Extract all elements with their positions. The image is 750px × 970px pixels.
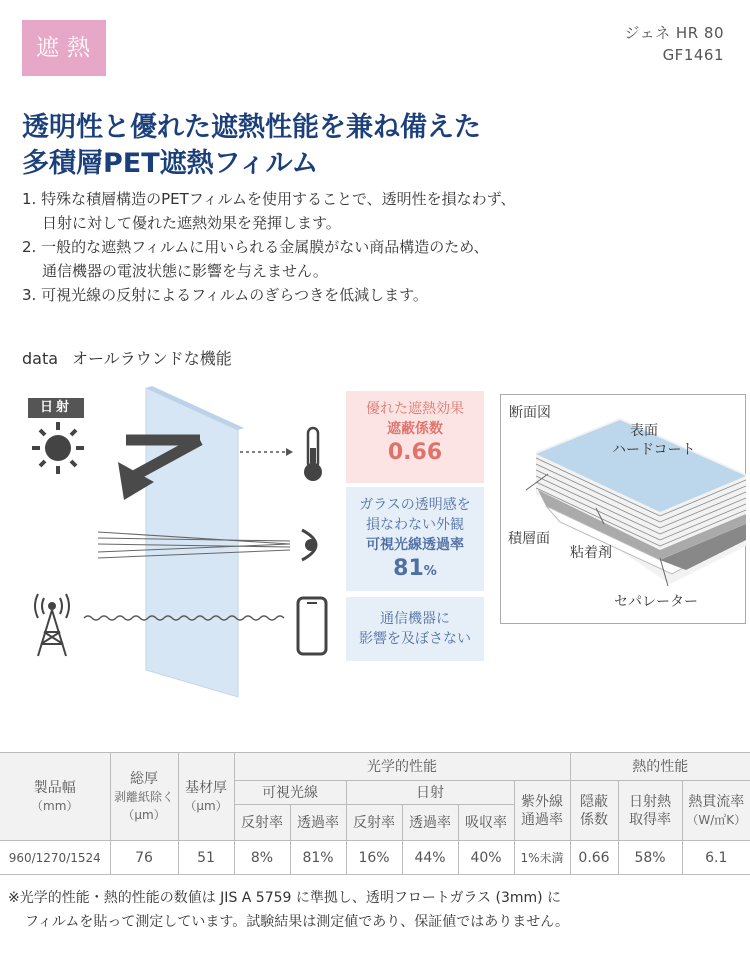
table-row [0, 841, 750, 875]
heat-box-line-1: 優れた遮熱効果 [366, 401, 464, 417]
th-shading-label: 隠蔽 [580, 793, 608, 810]
footnote-line-2: フィルムを貼って測定しています。試験結果は測定値であり、保証値ではありません。 [25, 914, 570, 930]
th-vis-reflect: 反射率 [234, 805, 290, 841]
laminate-label: 積層面 [508, 531, 550, 547]
td-width: 960/1270/1524 [0, 841, 110, 875]
clear-box-value: 81 [393, 556, 424, 581]
radio-tower-icon [35, 594, 69, 656]
th-width-unit: （mm） [31, 798, 79, 813]
th-uv-sub: 通過率 [521, 811, 563, 828]
heat-effect-box [346, 391, 484, 483]
transparency-box [346, 487, 484, 591]
feature-3 [22, 283, 515, 307]
th-vis-transmit: 透過率 [290, 805, 346, 841]
sun-label: 日射 [28, 398, 84, 418]
th-sol-absorb: 吸収率 [458, 805, 514, 841]
glass-pane [146, 388, 238, 697]
heat-box-line-2: 遮蔽係数 [387, 421, 443, 437]
headline-line-2: 多積層PET遮熱フィルム [22, 148, 319, 179]
feature-2-line-1: 2. 一般的な遮熱フィルムに用いられる金属膜がない商品構造のため、 [22, 238, 489, 256]
td-uv: 1%未満 [514, 841, 570, 875]
feature-1-line-2: 日射に対して優れた遮熱効果を発揮します。 [42, 214, 341, 232]
th-thickness [110, 753, 178, 841]
th-uv [514, 781, 570, 841]
feature-2-line-2: 通信機器の電波状態に影響を与えません。 [42, 262, 328, 280]
td-sol-transmit: 44% [402, 841, 458, 875]
signal-box-line-1: 通信機器に [380, 611, 450, 627]
category-badge: 遮熱 [22, 20, 106, 76]
th-sol-transmit: 透過率 [402, 805, 458, 841]
data-label: data [22, 349, 59, 368]
td-sol-reflect: 16% [346, 841, 402, 875]
th-thermal: 熱的性能 [570, 753, 750, 781]
td-solar-gain: 58% [618, 841, 682, 875]
th-solar-gain [618, 781, 682, 841]
td-sol-absorb: 40% [458, 841, 514, 875]
adhesive-label: 粘着剤 [570, 545, 612, 561]
th-thickness-sub: 剥離紙除く [113, 789, 174, 804]
td-thickness: 76 [110, 841, 178, 875]
smartphone-icon [298, 598, 326, 654]
feature-1-line-1: 1. 特殊な積層構造のPETフィルムを使用することで、透明性を損なわず、 [22, 190, 516, 208]
cross-section-title: 断面図 [509, 405, 551, 421]
th-shading [570, 781, 618, 841]
clear-box-line-1: ガラスの透明感を [359, 497, 471, 513]
cross-section-illustration [500, 394, 746, 624]
model-code: GF1461 [662, 46, 724, 64]
th-optical: 光学的性能 [234, 753, 570, 781]
thermometer-icon [304, 428, 322, 481]
th-width-label: 製品幅 [33, 779, 76, 796]
th-sol-reflect: 反射率 [346, 805, 402, 841]
th-base [178, 753, 234, 841]
clear-box-line-3: 可視光線透過率 [366, 537, 464, 553]
surface-label [630, 422, 658, 441]
data-title: オールラウンドな機能 [72, 349, 232, 368]
th-u-value-label: 熱貫流率 [688, 793, 745, 810]
th-base-label: 基材厚 [185, 779, 227, 796]
feature-1 [22, 187, 515, 235]
surface-label-1: 表面 [630, 423, 658, 439]
eye-icon [302, 530, 317, 560]
hardcoat-label: ハードコート [612, 442, 696, 458]
spec-table [0, 752, 750, 875]
feature-3-line-1: 3. 可視光線の反射によるフィルムのぎらつきを低減します。 [22, 286, 428, 304]
th-shading-sub: 係数 [580, 811, 608, 828]
th-uv-label: 紫外線 [521, 793, 563, 810]
th-u-value-unit: （W/㎡K） [686, 812, 747, 827]
separator-label: セパレーター [614, 594, 698, 610]
th-solar-gain-sub: 取得率 [629, 811, 671, 828]
sun-icon [32, 422, 84, 474]
th-thickness-unit: （μm） [122, 807, 166, 822]
td-vis-reflect: 8% [234, 841, 290, 875]
data-section-heading [22, 346, 232, 369]
signal-box [346, 597, 484, 661]
td-shading: 0.66 [570, 841, 618, 875]
th-width [0, 753, 110, 841]
headline-line-1: 透明性と優れた遮熱性能を兼ね備えた [22, 112, 481, 143]
model-name: ジェネ HR 80 [624, 24, 724, 42]
footnote-line-1: ※光学的性能・熱的性能の数値は JIS A 5759 に準拠し、透明フロートガラス (3mm) に [8, 890, 562, 906]
td-base: 51 [178, 841, 234, 875]
headline [22, 110, 481, 182]
th-thickness-label: 総厚 [130, 770, 158, 787]
clear-box-value-row [346, 555, 484, 586]
feature-list [22, 187, 515, 307]
td-vis-transmit: 81% [290, 841, 346, 875]
clear-box-unit: % [423, 564, 437, 579]
td-u-value: 6.1 [682, 841, 750, 875]
th-solar: 日射 [346, 781, 514, 805]
th-u-value [682, 781, 750, 841]
footnote [8, 886, 569, 934]
signal-box-line-2: 影響を及ぼさない [359, 631, 471, 647]
clear-box-line-2: 損なわない外観 [366, 517, 464, 533]
model-info [624, 22, 724, 66]
th-base-unit: （μm） [184, 798, 228, 813]
feature-2 [22, 235, 515, 283]
heat-box-value: 0.66 [387, 440, 443, 465]
th-solar-gain-label: 日射熱 [629, 793, 671, 810]
th-visible: 可視光線 [234, 781, 346, 805]
